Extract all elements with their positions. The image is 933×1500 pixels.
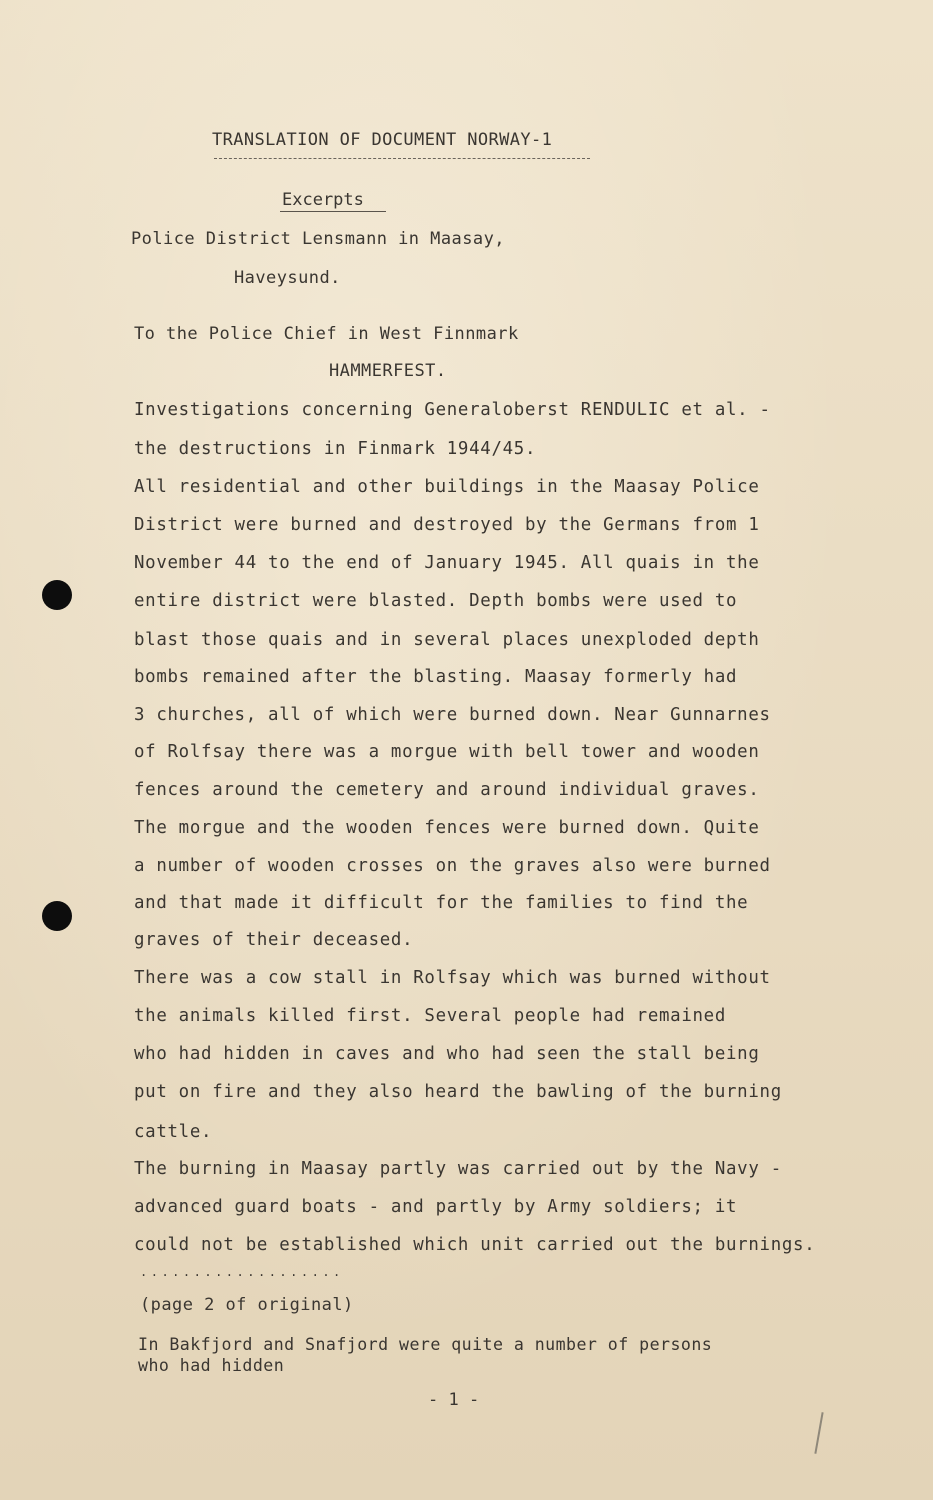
recipient-line-2: HAMMERFEST. xyxy=(329,361,447,381)
punch-hole xyxy=(42,901,72,931)
excerpts-heading: Excerpts xyxy=(282,190,364,210)
body-line: November 44 to the end of January 1945. All quais in the xyxy=(134,553,760,573)
body-line: graves of their deceased. xyxy=(134,930,414,950)
body-line: 3 churches, all of which were burned down. Near Gunnarnes xyxy=(134,705,771,725)
recipient-line-1: To the Police Chief in West Finnmark xyxy=(134,324,519,344)
body-line: fences around the cemetery and around individual graves. xyxy=(134,780,760,800)
punch-hole xyxy=(42,580,72,610)
continuation-line-2: who had hidden xyxy=(138,1356,285,1375)
body-line: cattle. xyxy=(134,1122,213,1142)
body-line: Investigations concerning Generaloberst RENDULIC et al. - xyxy=(134,400,771,420)
dotted-separator: ................... xyxy=(140,1265,344,1279)
body-line: There was a cow stall in Rolfsay which was burned without xyxy=(134,968,771,988)
body-line: of Rolfsay there was a morgue with bell tower and wooden xyxy=(134,742,760,762)
sender-line-1: Police District Lensmann in Maasay, xyxy=(131,229,505,249)
body-line: the destructions in Finmark 1944/45. xyxy=(134,439,537,459)
body-line: District were burned and destroyed by the Germans from 1 xyxy=(134,515,760,535)
body-line: the animals killed first. Several people had remained xyxy=(134,1006,727,1026)
page-reference: (page 2 of original) xyxy=(140,1295,354,1315)
body-line: advanced guard boats - and partly by Army soldiers; it xyxy=(134,1197,738,1217)
sender-line-2: Haveysund. xyxy=(234,268,341,288)
body-line: All residential and other buildings in the Maasay Police xyxy=(134,477,760,497)
body-line: The burning in Maasay partly was carried out by the Navy - xyxy=(134,1159,782,1179)
continuation-line-1: In Bakfjord and Snafjord were quite a number of persons xyxy=(138,1335,713,1354)
body-line: bombs remained after the blasting. Maasay formerly had xyxy=(134,667,738,687)
title-underline xyxy=(214,158,590,159)
pencil-mark xyxy=(814,1412,823,1454)
body-line: The morgue and the wooden fences were burned down. Quite xyxy=(134,818,760,838)
body-line: and that made it difficult for the families to find the xyxy=(134,893,749,913)
body-line: entire district were blasted. Depth bombs were used to xyxy=(134,591,738,611)
body-line: blast those quais and in several places unexploded depth xyxy=(134,630,760,650)
body-line: who had hidden in caves and who had seen the stall being xyxy=(134,1044,760,1064)
body-line: a number of wooden crosses on the graves also were burned xyxy=(134,856,771,876)
body-line: put on fire and they also heard the bawling of the burning xyxy=(134,1082,782,1102)
page-number: - 1 - xyxy=(428,1390,480,1410)
body-line: could not be established which unit carried out the burnings. xyxy=(134,1235,816,1255)
document-title: TRANSLATION OF DOCUMENT NORWAY-1 xyxy=(212,130,553,150)
excerpts-underline xyxy=(280,211,386,212)
